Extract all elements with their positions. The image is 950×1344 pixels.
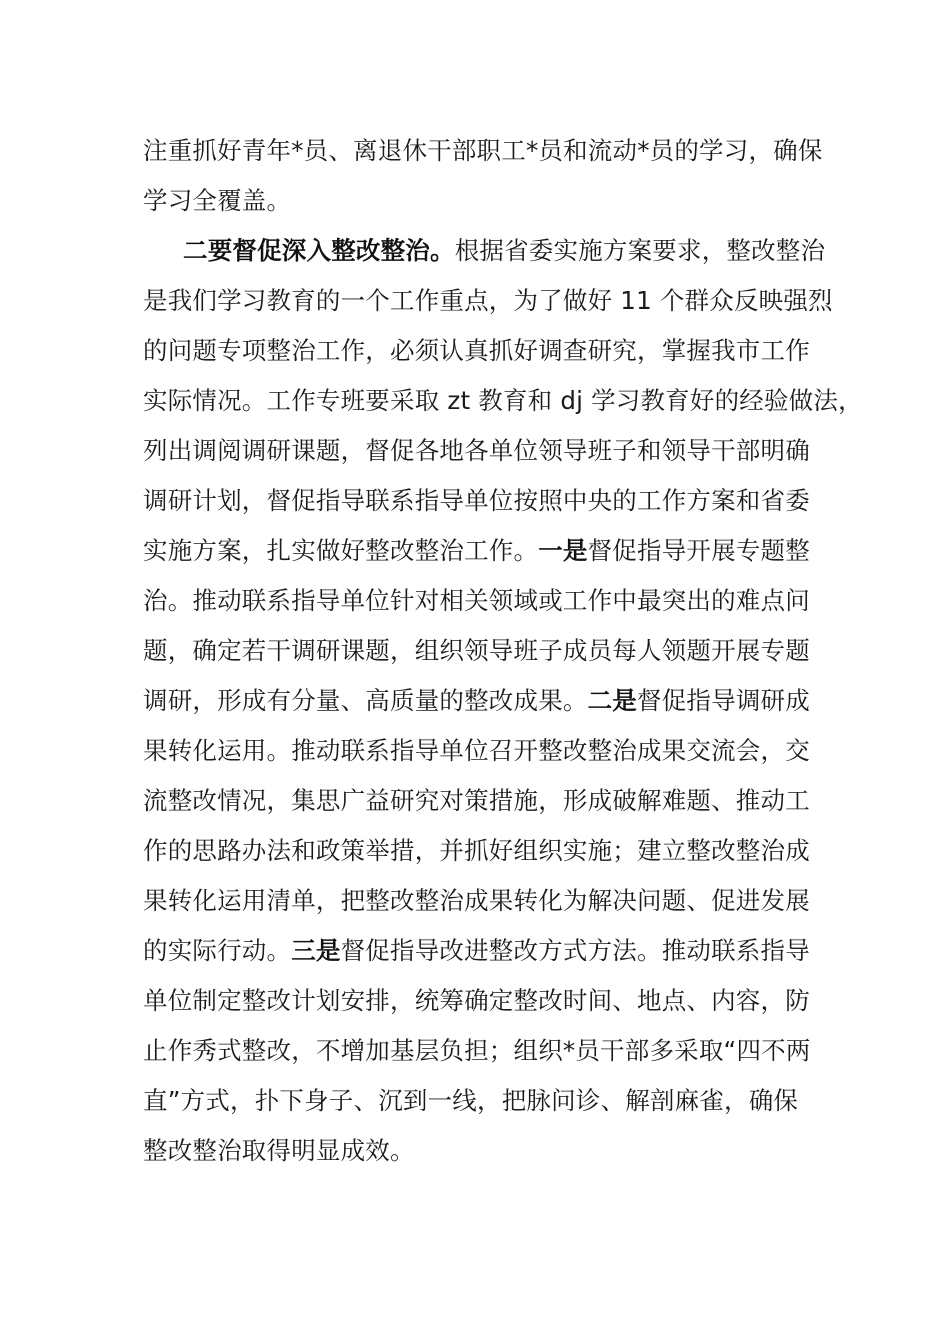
- text-line: 的问题专项整治工作，必须认真抓好调查研究，掌握我市工作: [143, 336, 810, 365]
- text-run: 实施方案，扎实做好整改整治工作。: [143, 536, 539, 565]
- text-line: 列出调阅调研课题，督促各地各单位领导班子和领导干部明确: [143, 436, 810, 465]
- text-line: 流整改情况，集思广益研究对策措施，形成破解难题、推动工: [143, 786, 810, 815]
- text-line: 实际情况。工作专班要采取 zt 教育和 dj 学习教育好的经验做法，: [143, 386, 863, 415]
- text-line: 整改整治取得明显成效。: [143, 1136, 415, 1165]
- paragraph-2: [143, 226, 863, 1176]
- text-line: 治。推动联系指导单位针对相关领域或工作中最突出的难点问: [143, 586, 810, 615]
- text-line: 单位制定整改计划安排，统筹确定整改时间、地点、内容，防: [143, 986, 810, 1015]
- text-line: [143, 226, 826, 276]
- text-run: 督促指导调研成: [637, 686, 810, 715]
- paragraph-1: [143, 126, 823, 226]
- point-marker-3: 三是: [291, 936, 341, 965]
- text-line: 题，确定若干调研课题，组织领导班子成员每人领题开展专题: [143, 636, 810, 665]
- text-line: 注重抓好青年*员、离退休干部职工*员和流动*员的学习，确保: [143, 136, 823, 165]
- text-run: 的实际行动。: [143, 936, 292, 965]
- text-line: [143, 526, 823, 576]
- text-line: 调研计划，督促指导联系指导单位按照中央的工作方案和省委: [143, 486, 810, 515]
- text-line: 止作秀式整改，不增加基层负担；组织*员干部多采取“四不两: [143, 1036, 811, 1065]
- text-line: 果转化运用清单，把整改整治成果转化为解决问题、促进发展: [143, 886, 810, 915]
- point-marker-2: 二是: [587, 686, 638, 715]
- text-run: 督促指导开展专题整: [587, 536, 810, 565]
- section-heading: 二要督促深入整改整治。: [183, 236, 455, 265]
- text-line: 学习全覆盖。: [143, 186, 292, 215]
- text-line: 是我们学习教育的一个工作重点，为了做好 11 个群众反映强烈: [143, 286, 833, 315]
- document-body: [143, 126, 863, 1176]
- text-line: 作的思路办法和政策举措，并抓好组织实施；建立整改整治成: [143, 836, 810, 865]
- text-run: 督促指导改进整改方式方法。推动联系指导: [340, 936, 810, 965]
- text-line: 直”方式，扑下身子、沉到一线，把脉问诊、解剖麻雀，确保: [143, 1086, 799, 1115]
- text-line: 果转化运用。推动联系指导单位召开整改整治成果交流会，交: [143, 736, 810, 765]
- point-marker-1: 一是: [538, 536, 588, 565]
- text-run: 调研，形成有分量、高质量的整改成果。: [143, 686, 588, 715]
- text-line: [143, 926, 823, 976]
- text-line: [143, 676, 823, 726]
- text-run: 根据省委实施方案要求，整改整治: [454, 236, 826, 265]
